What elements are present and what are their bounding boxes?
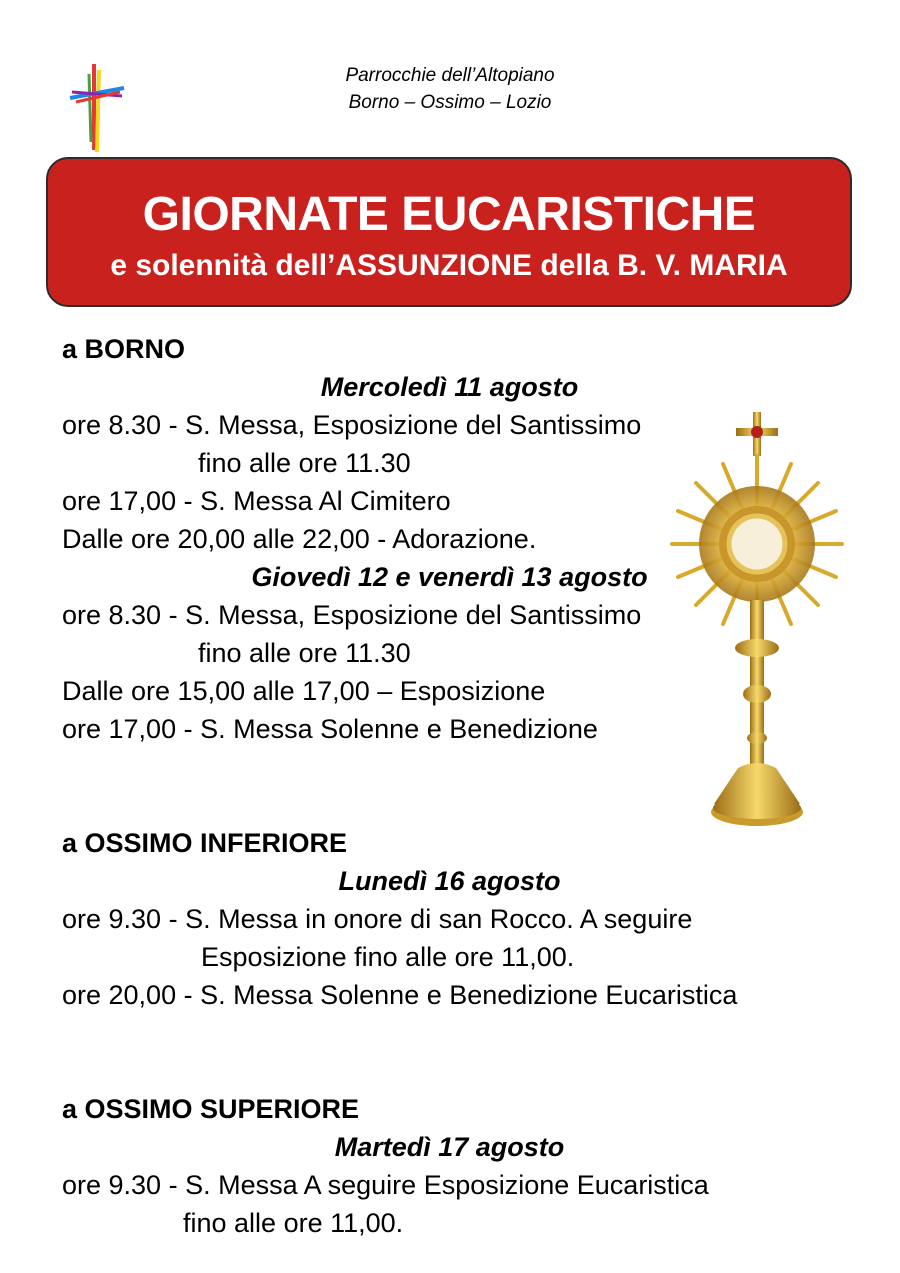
monstrance-image [668,408,846,836]
parish-towns: Borno – Ossimo – Lozio [348,92,552,113]
banner-subtitle: e solennità dell’ASSUNZIONE della B. V. MARIA [110,249,788,282]
section-heading-ossimo-inferiore: a OSSIMO INFERIORE [62,828,348,858]
parish-name: Parrocchie dell’Altopiano [345,65,555,86]
parish-header [300,62,600,116]
schedule-line: fino alle ore 11.30 [198,448,411,478]
schedule-line: ore 20,00 - S. Messa Solenne e Benedizione Eucaristica [62,980,738,1010]
schedule-line: ore 8.30 - S. Messa, Esposizione del Santissimo [62,410,642,440]
title-banner [46,157,852,307]
day-heading: Lunedì 16 agosto [338,866,561,896]
schedule-line: ore 17,00 - S. Messa Solenne e Benedizione [62,714,598,744]
schedule-line: fino alle ore 11.30 [198,638,411,668]
banner-title: GIORNATE EUCARISTICHE [142,188,756,241]
schedule-line: ore 8.30 - S. Messa, Esposizione del Santissimo [62,600,642,630]
schedule-line: Dalle ore 15,00 alle 17,00 – Esposizione [62,676,546,706]
schedule-line: fino alle ore 11,00. [183,1208,404,1238]
schedule-line: Dalle ore 20,00 alle 22,00 - Adorazione. [62,524,537,554]
section-heading-borno: a BORNO [62,334,186,364]
schedule-line: ore 17,00 - S. Messa Al Cimitero [62,486,451,516]
section-heading-ossimo-superiore: a OSSIMO SUPERIORE [62,1094,360,1124]
schedule-line: Esposizione fino alle ore 11,00. [201,942,575,972]
schedule-line: ore 9.30 - S. Messa in onore di san Rocco. A seguire [62,904,693,934]
day-heading: Mercoledì 11 agosto [320,372,579,402]
schedule-line: ore 9.30 - S. Messa A seguire Esposizione Eucaristica [62,1170,709,1200]
day-heading: Martedì 17 agosto [334,1132,565,1162]
parish-cross-logo-icon [66,62,128,154]
day-heading: Giovedì 12 e venerdì 13 agosto [251,562,648,592]
